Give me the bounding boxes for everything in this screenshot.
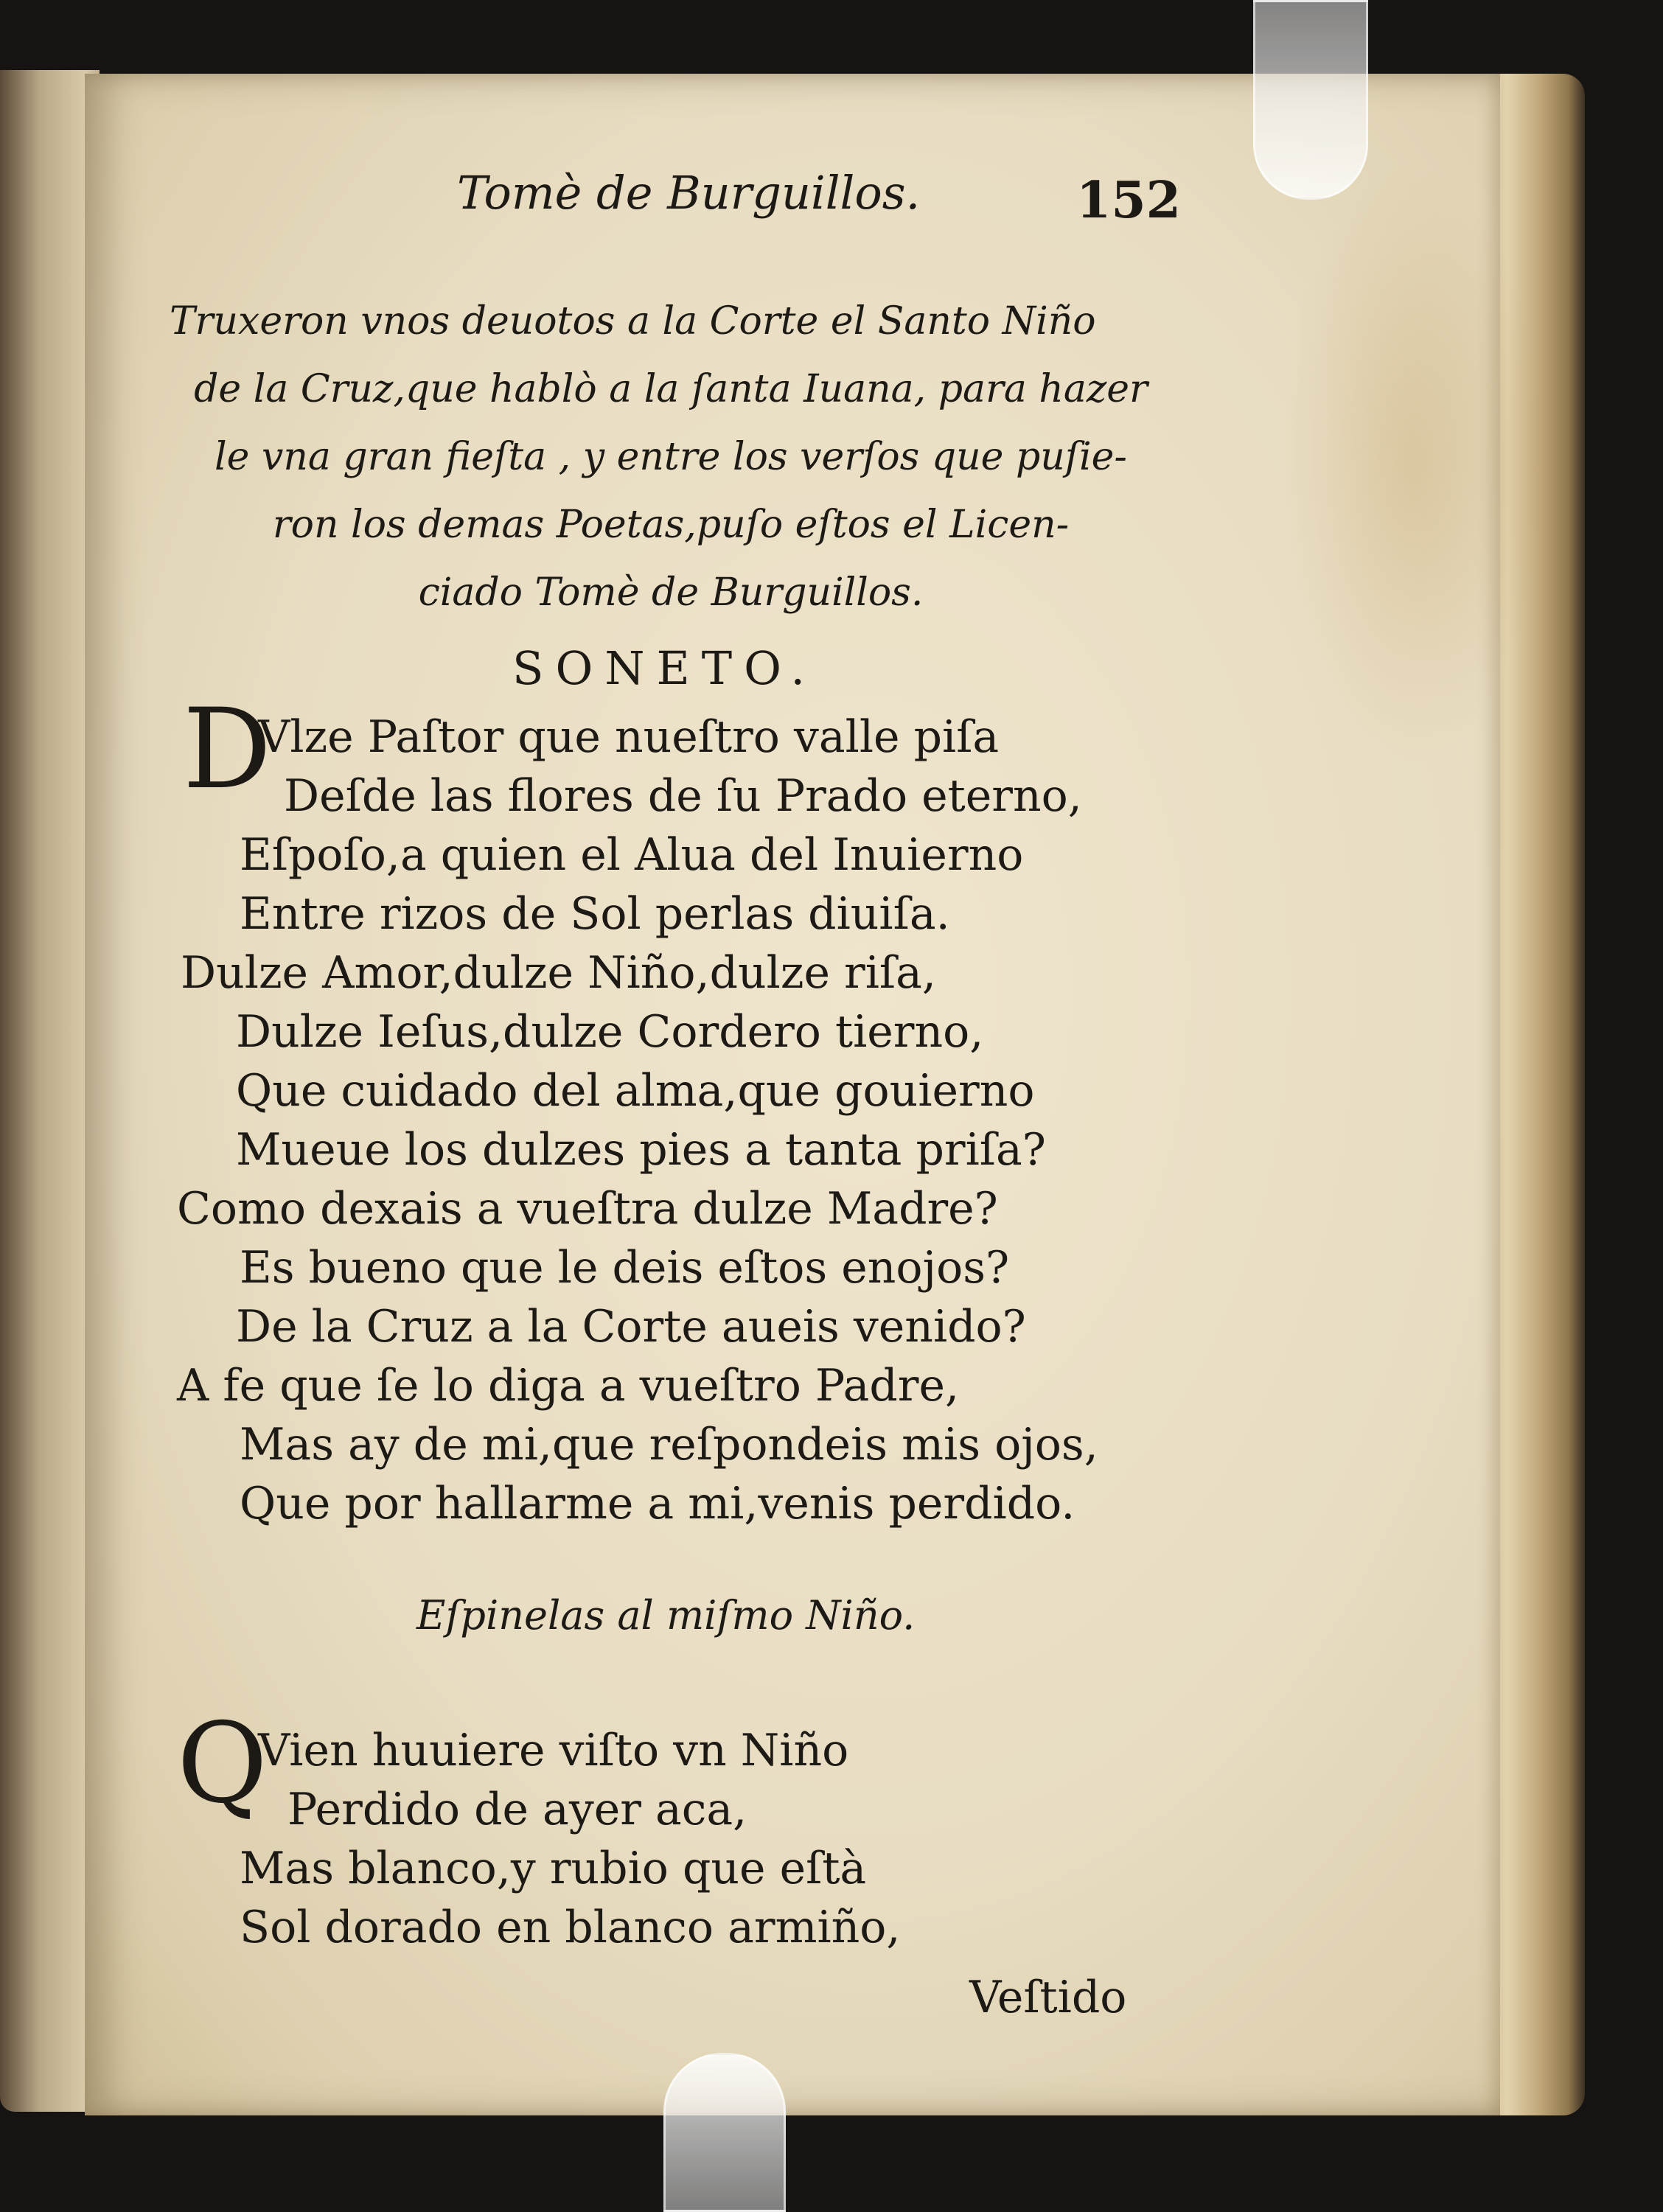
catchword: Veſtido — [969, 1972, 1127, 2023]
intro-line: de la Cruz,que hablò a la ſanta Iuana, para hazer — [194, 367, 1148, 411]
intro-paragraph — [170, 287, 1172, 627]
verse-line: Mueue los dulzes pies a tanta priſa? — [236, 1124, 1046, 1176]
verse-line: Sol dorado en blanco armiño, — [240, 1902, 901, 1953]
page-number: 152 — [1076, 171, 1181, 230]
verse-line: Es bueno que le deis eſtos enojos? — [240, 1242, 1010, 1294]
running-title: Tomè de Burguillos. — [457, 166, 921, 220]
page-clip-top — [1253, 0, 1368, 200]
verse-line: Que cuidado del alma,que gouierno — [236, 1065, 1035, 1117]
drop-cap: Q — [177, 1700, 268, 1828]
verse-line: Como dexais a vueſtra dulze Madre? — [177, 1183, 998, 1235]
soneto-title: SONETO. — [512, 641, 817, 695]
verse-line: Dulze Ieſus,dulze Cordero tierno, — [236, 1006, 984, 1058]
verse-line: Que por hallarme a mi,venis perdido. — [240, 1478, 1075, 1529]
intro-line: ron los demas Poetas,puſo eſtos el Licen- — [272, 503, 1070, 547]
verse-line: Dulze Amor,dulze Niño,dulze riſa, — [181, 947, 936, 999]
verse-line: Deſde las flores de ſu Prado eterno, — [284, 770, 1082, 822]
verse-line: A fe que ſe lo diga a vueſtro Padre, — [177, 1360, 960, 1412]
espinelas-title: Eſpinelas al miſmo Niño. — [416, 1592, 916, 1639]
verse-line: Vlze Paſtor que nueſtro valle piſa — [258, 711, 1000, 763]
intro-line: le vna gran fieſta , y entre los verſos que puſie- — [215, 435, 1127, 479]
page-clip-bottom — [663, 2053, 786, 2212]
water-stain — [1279, 162, 1544, 767]
drop-cap: D — [183, 685, 272, 814]
intro-line: ciado Tomè de Burguillos. — [418, 571, 924, 615]
verse-line: Eſpoſo,a quien el Alua del Inuierno — [240, 829, 1024, 881]
verse-line: Mas blanco,y rubio que eſtà — [240, 1843, 867, 1894]
verse-line: De la Cruz a la Corte aueis venido? — [236, 1301, 1026, 1353]
verse-line: Entre rizos de Sol perlas diuiſa. — [240, 888, 950, 940]
verse-line: Vien huuiere viſto vn Niño — [258, 1725, 849, 1776]
intro-line: Truxeron vnos deuotos a la Corte el Santo Niño — [170, 299, 1096, 343]
verse-line: Mas ay de mi,que reſpondeis mis ojos, — [240, 1419, 1098, 1470]
verse-line: Perdido de ayer aca, — [287, 1784, 747, 1835]
